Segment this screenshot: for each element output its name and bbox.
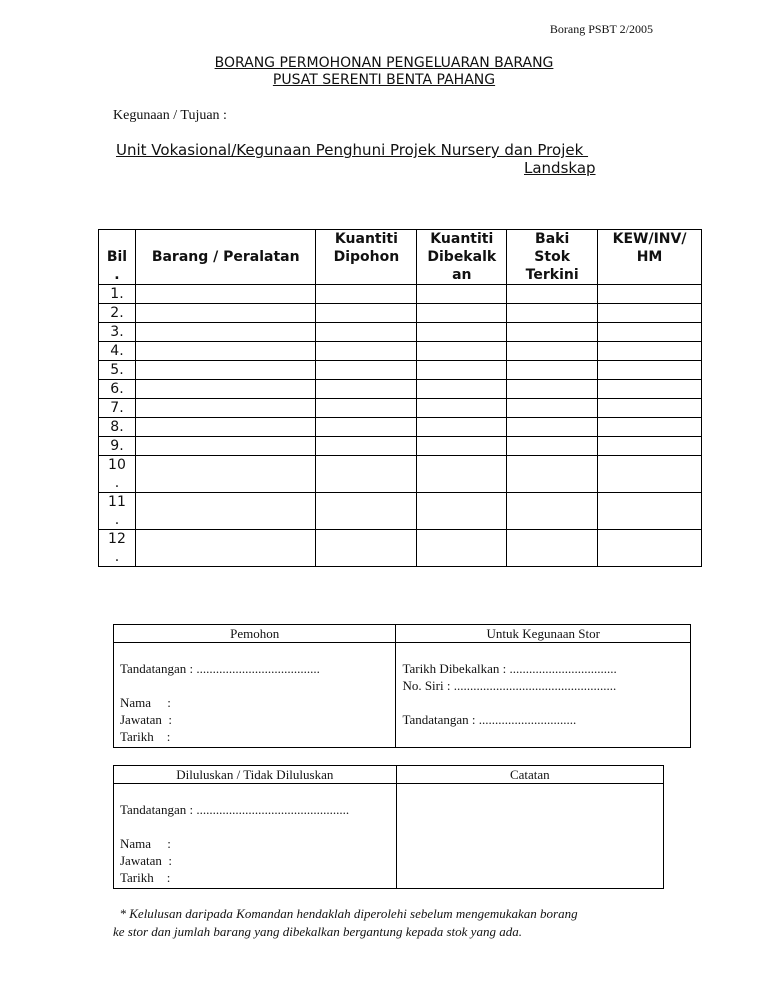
qty-requested-cell[interactable]: [316, 380, 417, 399]
item-cell[interactable]: [135, 323, 316, 342]
approval-position-field[interactable]: Jawatan :: [120, 853, 172, 868]
row-number-text: 11: [108, 494, 126, 510]
qty-supplied-cell[interactable]: [417, 380, 507, 399]
stock-balance-cell[interactable]: [507, 304, 598, 323]
item-cell[interactable]: [135, 530, 316, 567]
col-header-qty-requested-l2: Dipohon: [333, 249, 400, 265]
col-header-bil-l2: .: [114, 267, 120, 283]
kew-cell[interactable]: [598, 323, 702, 342]
col-header-qty-requested-l1: Kuantiti: [334, 231, 398, 247]
row-number: [99, 399, 136, 418]
stock-balance-cell[interactable]: [507, 530, 598, 567]
table-row: [99, 361, 702, 380]
row-number-text: 1.: [110, 286, 124, 302]
qty-supplied-cell[interactable]: [417, 530, 507, 567]
row-number-text: 7.: [110, 400, 124, 416]
row-number-text: 8.: [110, 419, 124, 435]
applicant-name-field[interactable]: Nama :: [120, 695, 171, 710]
applicant-date-field[interactable]: Tarikh :: [120, 729, 171, 744]
stock-balance-cell[interactable]: [507, 380, 598, 399]
col-header-qty-supplied-l1: Kuantiti: [430, 231, 494, 247]
row-number: [99, 285, 136, 304]
kew-cell[interactable]: [598, 285, 702, 304]
serial-no-field[interactable]: No. Siri : ..................................................: [402, 678, 617, 693]
applicant-section: [113, 624, 691, 748]
row-number-text: 6.: [110, 381, 124, 397]
kew-cell[interactable]: [598, 380, 702, 399]
footnote: [113, 905, 673, 941]
col-header-kew-l1: KEW/INV/: [612, 231, 687, 247]
qty-supplied-cell[interactable]: [417, 399, 507, 418]
qty-requested-cell[interactable]: [316, 456, 417, 493]
qty-requested-cell[interactable]: [316, 304, 417, 323]
qty-supplied-cell[interactable]: [417, 304, 507, 323]
qty-requested-cell[interactable]: [316, 399, 417, 418]
stock-balance-cell[interactable]: [507, 418, 598, 437]
kew-cell[interactable]: [598, 437, 702, 456]
stock-balance-cell[interactable]: [507, 437, 598, 456]
approval-header: Diluluskan / Tidak Diluluskan: [114, 766, 397, 784]
kew-cell[interactable]: [598, 399, 702, 418]
row-number-dot: .: [114, 475, 120, 491]
kew-cell[interactable]: [598, 456, 702, 493]
applicant-signature-field[interactable]: Tandatangan : ......................................: [120, 661, 320, 676]
footnote-line2: ke stor dan jumlah barang yang dibekalkan bergantung kepada stok yang ada.: [113, 924, 522, 939]
col-header-qty-supplied: [417, 230, 507, 285]
stock-balance-cell[interactable]: [507, 399, 598, 418]
kew-cell[interactable]: [598, 493, 702, 530]
row-number: [99, 437, 136, 456]
row-number: [99, 304, 136, 323]
qty-requested-cell[interactable]: [316, 530, 417, 567]
qty-requested-cell[interactable]: [316, 418, 417, 437]
item-cell[interactable]: [135, 285, 316, 304]
qty-supplied-cell[interactable]: [417, 456, 507, 493]
row-number-dot: .: [114, 549, 120, 565]
approval-fields: [114, 784, 397, 889]
col-header-stock-balance-l3: Terkini: [525, 267, 579, 283]
row-number-text: 5.: [110, 362, 124, 378]
form-title: BORANG PERMOHONAN PENGELUARAN BARANG: [214, 55, 554, 71]
footnote-line1: * Kelulusan daripada Komandan hendaklah diperolehi sebelum mengemukakan borang: [113, 906, 578, 921]
item-cell[interactable]: [135, 456, 316, 493]
stock-balance-cell[interactable]: [507, 361, 598, 380]
items-table-body: [99, 285, 702, 567]
row-number: [99, 456, 136, 493]
col-header-qty-requested: [316, 230, 417, 285]
kew-cell[interactable]: [598, 342, 702, 361]
purpose-label: Kegunaan / Tujuan :: [113, 108, 227, 123]
purpose-text-line1: Unit Vokasional/Kegunaan Penghuni Projek Nursery dan Projek: [116, 141, 589, 159]
kew-cell[interactable]: [598, 530, 702, 567]
table-row: [99, 342, 702, 361]
col-header-qty-supplied-l3: an: [452, 267, 472, 283]
row-number: [99, 493, 136, 530]
qty-supplied-cell[interactable]: [417, 493, 507, 530]
qty-requested-cell[interactable]: [316, 285, 417, 304]
table-row: [99, 380, 702, 399]
supply-date-field[interactable]: Tarikh Dibekalkan : .................................: [402, 661, 617, 676]
form-reference: Borang PSBT 2/2005: [549, 22, 653, 36]
stock-balance-cell[interactable]: [507, 493, 598, 530]
col-header-kew-l2: HM: [636, 249, 663, 265]
row-number-text: 2.: [110, 305, 124, 321]
col-header-bil-l1: Bil: [106, 249, 128, 265]
qty-supplied-cell[interactable]: [417, 285, 507, 304]
row-number-text: 3.: [110, 324, 124, 340]
row-number-text: 4.: [110, 343, 124, 359]
col-header-stock-balance-l1: Baki: [535, 231, 570, 247]
table-row: [99, 530, 702, 567]
col-header-item: Barang / Peralatan: [135, 230, 316, 285]
row-number: [99, 380, 136, 399]
approval-signature-field[interactable]: Tandatangan : ...............................................: [120, 802, 350, 817]
store-signature-field[interactable]: Tandatangan : ..............................: [402, 712, 577, 727]
kew-cell[interactable]: [598, 304, 702, 323]
table-row: [99, 304, 702, 323]
qty-requested-cell[interactable]: [316, 323, 417, 342]
col-header-kew: [598, 230, 702, 285]
stock-balance-cell[interactable]: [507, 323, 598, 342]
qty-requested-cell[interactable]: [316, 361, 417, 380]
purpose-text-line2: Landskap: [524, 159, 596, 177]
item-cell[interactable]: [135, 304, 316, 323]
items-table: [98, 229, 702, 567]
table-row: [99, 418, 702, 437]
stock-balance-cell[interactable]: [507, 456, 598, 493]
items-table-header: [99, 230, 702, 285]
row-number-text: 9.: [110, 438, 124, 454]
col-header-stock-balance-l2: Stok: [534, 249, 571, 265]
stock-balance-cell[interactable]: [507, 285, 598, 304]
remarks-field[interactable]: [396, 784, 663, 889]
qty-requested-cell[interactable]: [316, 493, 417, 530]
table-row: [99, 323, 702, 342]
applicant-position-field[interactable]: Jawatan :: [120, 712, 172, 727]
qty-supplied-cell[interactable]: [417, 418, 507, 437]
qty-requested-cell[interactable]: [316, 342, 417, 361]
table-row: [99, 493, 702, 530]
approval-name-field[interactable]: Nama :: [120, 836, 171, 851]
qty-supplied-cell[interactable]: [417, 323, 507, 342]
applicant-header: Pemohon: [114, 625, 396, 643]
qty-supplied-cell[interactable]: [417, 361, 507, 380]
table-row: [99, 437, 702, 456]
item-cell[interactable]: [135, 380, 316, 399]
qty-requested-cell[interactable]: [316, 437, 417, 456]
applicant-fields: [114, 643, 396, 748]
row-number: [99, 342, 136, 361]
store-use-fields: [396, 643, 691, 748]
row-number: [99, 530, 136, 567]
kew-cell[interactable]: [598, 361, 702, 380]
table-row: [99, 399, 702, 418]
row-number: [99, 361, 136, 380]
col-header-stock-balance: [507, 230, 598, 285]
item-cell[interactable]: [135, 493, 316, 530]
row-number: [99, 323, 136, 342]
remarks-header: Catatan: [396, 766, 663, 784]
col-header-qty-supplied-l2: Dibekalk: [427, 249, 497, 265]
col-header-bil: [99, 230, 136, 285]
item-cell[interactable]: [135, 399, 316, 418]
item-cell[interactable]: [135, 342, 316, 361]
row-number-text: 10: [108, 457, 126, 473]
store-use-header: Untuk Kegunaan Stor: [396, 625, 691, 643]
item-cell[interactable]: [135, 418, 316, 437]
row-number: [99, 418, 136, 437]
item-cell[interactable]: [135, 437, 316, 456]
table-row: [99, 285, 702, 304]
row-number-text: 12: [108, 531, 126, 547]
item-cell[interactable]: [135, 361, 316, 380]
row-number-dot: .: [114, 512, 120, 528]
qty-supplied-cell[interactable]: [417, 437, 507, 456]
table-row: [99, 456, 702, 493]
stock-balance-cell[interactable]: [507, 342, 598, 361]
kew-cell[interactable]: [598, 418, 702, 437]
approval-date-field[interactable]: Tarikh :: [120, 870, 171, 885]
approval-section: [113, 765, 664, 889]
form-subtitle: PUSAT SERENTI BENTA PAHANG: [272, 72, 496, 88]
qty-supplied-cell[interactable]: [417, 342, 507, 361]
